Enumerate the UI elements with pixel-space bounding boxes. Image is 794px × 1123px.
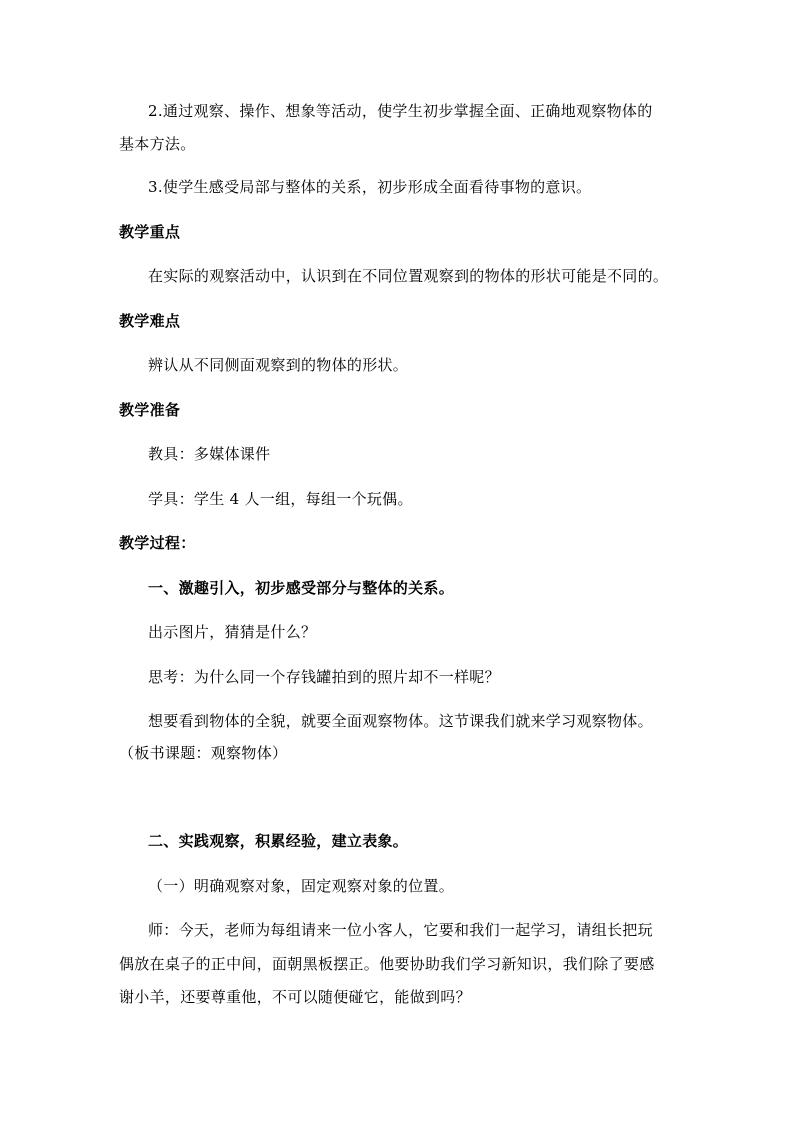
- section-1-title: 一、激趣引入，初步感受部分与整体的关系。: [148, 579, 455, 597]
- key-point-text: 在实际的观察活动中，认识到在不同位置观察到的物体的形状可能是不同的。: [148, 267, 669, 285]
- section-1-paragraph-2: 思考：为什么同一个存钱罐拍到的照片却不一样呢？: [148, 668, 500, 686]
- key-point-heading: 教学重点: [119, 223, 181, 241]
- preparation-heading: 教学准备: [119, 401, 181, 419]
- teacher-tools: 教具：多媒体课件: [148, 445, 271, 463]
- student-tools: 学具：学生 4 人一组，每组一个玩偶。: [148, 490, 413, 508]
- section-1-paragraph-3-line-1: 想要看到物体的全貌，就要全面观察物体。这节课我们就来学习观察物体。: [148, 712, 653, 730]
- difficulty-text: 辨认从不同侧面观察到的物体的形状。: [148, 356, 409, 374]
- goal-2-line-2: 基本方法。: [119, 135, 196, 153]
- section-2-paragraph-1-line-2: 偶放在桌子的正中间，面朝黑板摆正。他要协助我们学习新知识，我们除了要感: [119, 955, 655, 973]
- section-2-paragraph-1-line-3: 谢小羊，还要尊重他，不可以随便碰它，能做到吗？: [119, 988, 471, 1006]
- section-1-paragraph-1: 出示图片，猜猜是什么？: [148, 623, 317, 641]
- section-2-paragraph-1-line-1: 师：今天，老师为每组请来一位小客人，它要和我们一起学习，请组长把玩: [148, 921, 653, 939]
- process-heading: 教学过程：: [119, 534, 196, 552]
- section-2-subheading-1: （一）明确观察对象，固定观察对象的位置。: [148, 877, 455, 895]
- goal-2-line-1: 2.通过观察、操作、想象等活动，使学生初步掌握全面、正确地观察物体的: [148, 102, 653, 120]
- difficulty-heading: 教学难点: [119, 312, 181, 330]
- section-1-paragraph-3-line-2: （板书课题：观察物体）: [119, 744, 288, 762]
- section-2-title: 二、实践观察，积累经验，建立表象。: [148, 832, 409, 850]
- goal-3: 3.使学生感受局部与整体的关系，初步形成全面看待事物的意识。: [148, 178, 592, 196]
